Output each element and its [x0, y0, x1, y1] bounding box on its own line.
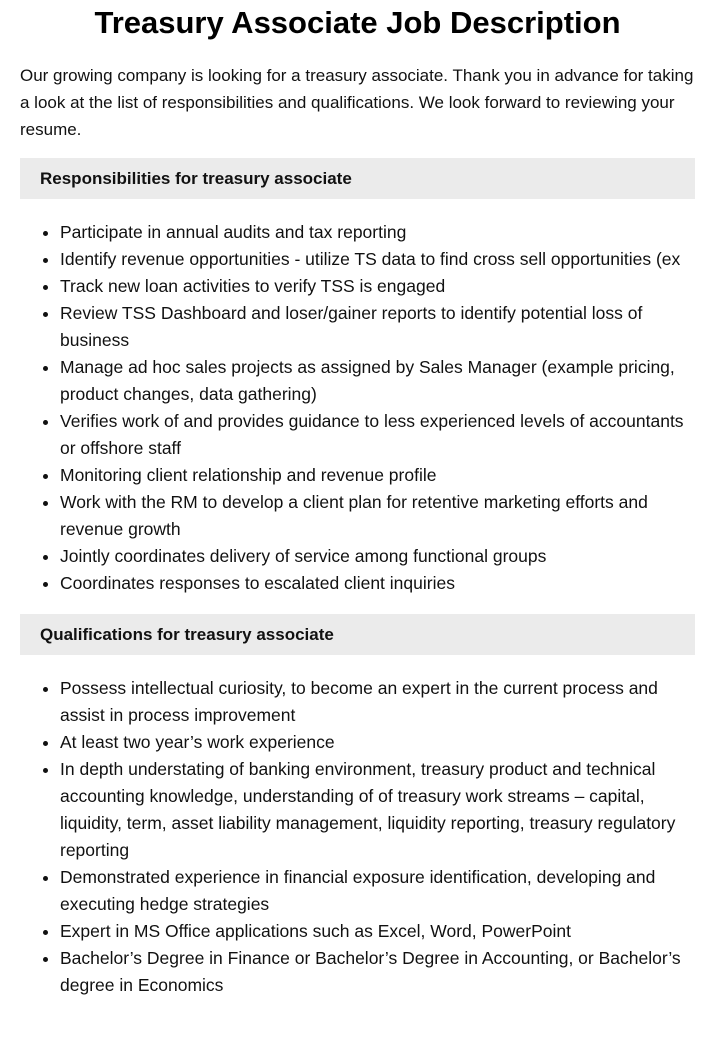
list-item: Identify revenue opportunities - utilize TS data to find cross sell opportunities (ex: [60, 246, 695, 273]
list-item: Jointly coordinates delivery of service among functional groups: [60, 543, 695, 570]
list-item: Monitoring client relationship and revenue profile: [60, 462, 695, 489]
list-item: Participate in annual audits and tax reporting: [60, 219, 695, 246]
list-item: Bachelor’s Degree in Finance or Bachelor’s Degree in Accounting, or Bachelor’s degree in Economics: [60, 945, 695, 999]
intro-paragraph: Our growing company is looking for a treasury associate. Thank you in advance for taking a look at the list of responsibilities and qualifications. We look forward to reviewing your resume.: [20, 66, 694, 139]
list-item: Coordinates responses to escalated client inquiries: [60, 570, 695, 597]
page-title: Treasury Associate Job Description: [94, 5, 621, 40]
list-item: Verifies work of and provides guidance to less experienced levels of accountants or offshore staff: [60, 408, 695, 462]
list-item: Possess intellectual curiosity, to become an expert in the current process and assist in process improvement: [60, 675, 695, 729]
qualifications-heading: Qualifications for treasury associate: [20, 614, 695, 655]
list-item: Demonstrated experience in financial exposure identification, developing and executing hedge strategies: [60, 864, 695, 918]
list-item: At least two year’s work experience: [60, 729, 695, 756]
list-item: Manage ad hoc sales projects as assigned by Sales Manager (example pricing, product changes, data gathering): [60, 354, 695, 408]
list-item: Track new loan activities to verify TSS is engaged: [60, 273, 695, 300]
responsibilities-list: [20, 219, 695, 597]
qualifications-list: [20, 675, 695, 999]
list-item: Expert in MS Office applications such as Excel, Word, PowerPoint: [60, 918, 695, 945]
list-item: Review TSS Dashboard and loser/gainer reports to identify potential loss of business: [60, 300, 695, 354]
responsibilities-heading: Responsibilities for treasury associate: [20, 158, 695, 199]
list-item: Work with the RM to develop a client plan for retentive marketing efforts and revenue growth: [60, 489, 695, 543]
list-item: In depth understating of banking environment, treasury product and technical accounting knowledge, understanding of of treasury work streams – capital, liquidity, term, asset liability management, liquidity reporting, treasury regulatory reporting: [60, 756, 695, 864]
